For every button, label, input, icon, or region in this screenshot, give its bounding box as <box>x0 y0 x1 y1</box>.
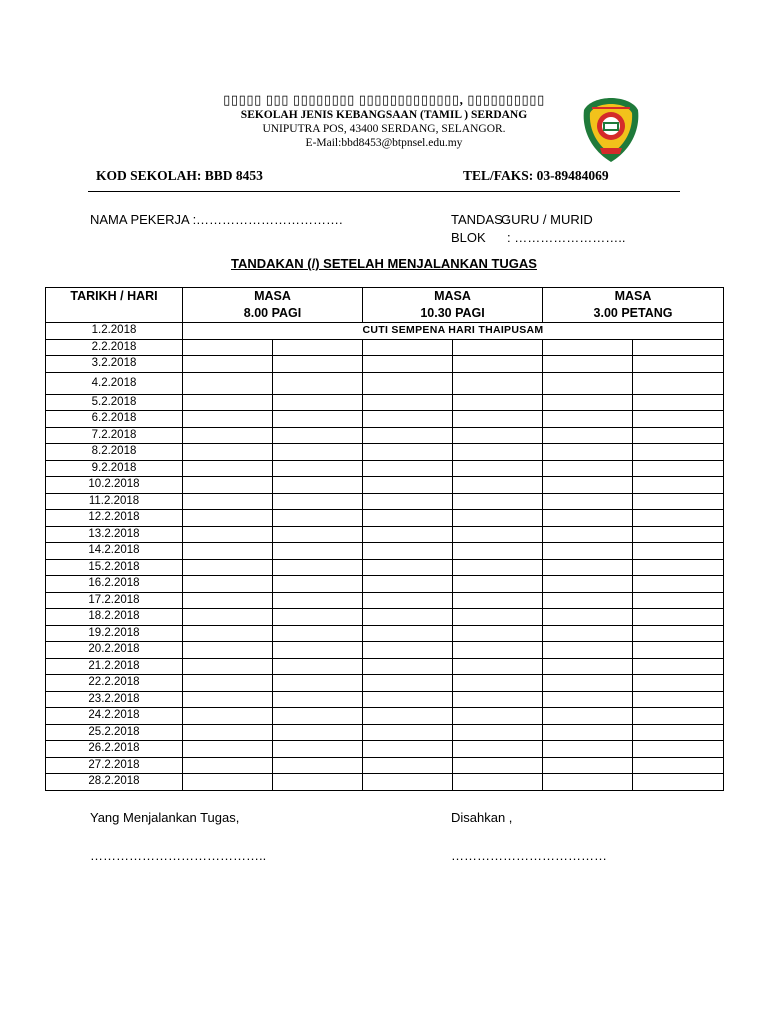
date-cell: 6.2.2018 <box>46 411 183 428</box>
check-cell[interactable] <box>183 741 273 758</box>
block-field[interactable]: : …………………….. <box>507 230 626 245</box>
check-cell[interactable] <box>273 444 363 461</box>
table-row <box>46 757 724 774</box>
session-time: 10.30 PAGI <box>420 306 485 320</box>
table-row <box>46 741 724 758</box>
check-cell[interactable] <box>183 477 273 494</box>
check-cell[interactable] <box>273 493 363 510</box>
session-label: MASA <box>614 289 652 303</box>
check-cell[interactable] <box>453 510 543 527</box>
session-label: MASA <box>434 289 471 303</box>
check-cell[interactable] <box>633 411 724 428</box>
session-label: MASA <box>254 289 291 303</box>
check-cell[interactable] <box>273 372 363 394</box>
check-cell[interactable] <box>453 757 543 774</box>
session-time: 3.00 PETANG <box>593 306 673 320</box>
header-divider <box>88 191 680 192</box>
school-address: UNIPUTRA POS, 43400 SERDANG, SELANGOR. <box>262 123 506 135</box>
table-row <box>46 460 724 477</box>
check-cell[interactable] <box>183 526 273 543</box>
date-cell: 4.2.2018 <box>46 372 183 394</box>
table-row <box>46 774 724 791</box>
check-cell[interactable] <box>633 493 724 510</box>
check-cell[interactable] <box>453 460 543 477</box>
check-cell[interactable] <box>273 658 363 675</box>
check-cell[interactable] <box>363 592 453 609</box>
check-cell[interactable] <box>633 543 724 560</box>
check-cell[interactable] <box>183 675 273 692</box>
check-cell[interactable] <box>543 774 633 791</box>
check-cell[interactable] <box>363 427 453 444</box>
date-cell: 3.2.2018 <box>46 356 183 373</box>
check-cell[interactable] <box>363 339 453 356</box>
check-cell[interactable] <box>273 592 363 609</box>
check-cell[interactable] <box>363 576 453 593</box>
table-row <box>46 642 724 659</box>
check-cell[interactable] <box>543 559 633 576</box>
check-cell[interactable] <box>273 625 363 642</box>
check-cell[interactable] <box>273 526 363 543</box>
check-cell[interactable] <box>183 592 273 609</box>
check-cell[interactable] <box>543 510 633 527</box>
table-row <box>46 411 724 428</box>
table-row <box>46 543 724 560</box>
date-cell: 27.2.2018 <box>46 757 183 774</box>
date-cell: 5.2.2018 <box>46 394 183 411</box>
check-cell[interactable] <box>633 592 724 609</box>
table-row <box>46 559 724 576</box>
check-cell[interactable] <box>543 658 633 675</box>
check-cell[interactable] <box>273 411 363 428</box>
block-label: BLOK <box>451 230 486 245</box>
table-row <box>46 625 724 642</box>
check-cell[interactable] <box>273 394 363 411</box>
check-cell[interactable] <box>363 724 453 741</box>
check-cell[interactable] <box>273 477 363 494</box>
check-cell[interactable] <box>453 691 543 708</box>
session-header-3 <box>543 288 724 323</box>
toilet-value: GURU / MURID <box>501 212 593 227</box>
table-row <box>46 592 724 609</box>
date-cell: 21.2.2018 <box>46 658 183 675</box>
school-name-tamil: ▯▯▯▯▯ ▯▯▯ ▯▯▯▯▯▯▯▯ ▯▯▯▯▯▯▯▯▯▯▯▯▯, ▯▯▯▯▯▯▯▯▯▯ <box>223 92 545 107</box>
check-cell[interactable] <box>183 460 273 477</box>
check-cell[interactable] <box>633 427 724 444</box>
check-cell[interactable] <box>183 609 273 626</box>
table-row <box>46 444 724 461</box>
check-cell[interactable] <box>453 356 543 373</box>
check-cell[interactable] <box>543 691 633 708</box>
check-cell[interactable] <box>633 444 724 461</box>
check-cell[interactable] <box>183 708 273 725</box>
check-cell[interactable] <box>543 757 633 774</box>
check-cell[interactable] <box>543 526 633 543</box>
table-row <box>46 356 724 373</box>
table-row <box>46 323 724 340</box>
date-column-header: TARIKH / HARI <box>46 288 183 323</box>
check-cell[interactable] <box>633 708 724 725</box>
verified-by-label: Disahkan , <box>451 810 513 825</box>
table-row <box>46 493 724 510</box>
worker-name-label: NAMA PEKERJA : <box>90 212 197 227</box>
date-cell: 12.2.2018 <box>46 510 183 527</box>
check-cell[interactable] <box>453 394 543 411</box>
date-cell: 20.2.2018 <box>46 642 183 659</box>
check-cell[interactable] <box>183 724 273 741</box>
table-row <box>46 339 724 356</box>
check-cell[interactable] <box>543 708 633 725</box>
check-cell[interactable] <box>453 372 543 394</box>
table-row <box>46 372 724 394</box>
check-cell[interactable] <box>633 394 724 411</box>
date-cell: 18.2.2018 <box>46 609 183 626</box>
table-row <box>46 394 724 411</box>
session-header-2 <box>363 288 543 323</box>
table-row <box>46 526 724 543</box>
check-cell[interactable] <box>363 394 453 411</box>
check-cell[interactable] <box>363 372 453 394</box>
check-cell[interactable] <box>453 741 543 758</box>
check-cell[interactable] <box>453 411 543 428</box>
check-cell[interactable] <box>633 675 724 692</box>
date-cell: 14.2.2018 <box>46 543 183 560</box>
check-cell[interactable] <box>363 356 453 373</box>
check-cell[interactable] <box>453 724 543 741</box>
check-cell[interactable] <box>543 592 633 609</box>
check-cell[interactable] <box>273 642 363 659</box>
check-cell[interactable] <box>453 625 543 642</box>
check-cell[interactable] <box>543 394 633 411</box>
session-header-1 <box>183 288 363 323</box>
check-cell[interactable] <box>453 477 543 494</box>
check-cell[interactable] <box>543 493 633 510</box>
check-cell[interactable] <box>183 394 273 411</box>
check-cell[interactable] <box>183 339 273 356</box>
check-cell[interactable] <box>273 510 363 527</box>
check-cell[interactable] <box>183 559 273 576</box>
check-cell[interactable] <box>633 460 724 477</box>
date-cell: 28.2.2018 <box>46 774 183 791</box>
check-cell[interactable] <box>183 510 273 527</box>
check-cell[interactable] <box>273 691 363 708</box>
check-cell[interactable] <box>363 741 453 758</box>
check-cell[interactable] <box>363 543 453 560</box>
check-cell[interactable] <box>633 526 724 543</box>
check-cell[interactable] <box>273 576 363 593</box>
check-cell[interactable] <box>543 625 633 642</box>
check-cell[interactable] <box>453 609 543 626</box>
check-cell[interactable] <box>183 356 273 373</box>
check-cell[interactable] <box>453 774 543 791</box>
date-cell: 13.2.2018 <box>46 526 183 543</box>
check-cell[interactable] <box>183 774 273 791</box>
check-cell[interactable] <box>453 444 543 461</box>
check-cell[interactable] <box>633 658 724 675</box>
check-cell[interactable] <box>363 460 453 477</box>
worker-name-field[interactable]: ……………………………. <box>196 212 343 227</box>
check-cell[interactable] <box>273 339 363 356</box>
check-cell[interactable] <box>183 411 273 428</box>
check-cell[interactable] <box>363 526 453 543</box>
check-cell[interactable] <box>273 724 363 741</box>
tel-fax: TEL/FAKS: 03-89484069 <box>463 168 609 183</box>
check-cell[interactable] <box>633 510 724 527</box>
check-cell[interactable] <box>633 339 724 356</box>
check-cell[interactable] <box>273 757 363 774</box>
check-cell[interactable] <box>183 576 273 593</box>
check-cell[interactable] <box>363 510 453 527</box>
check-cell[interactable] <box>363 757 453 774</box>
table-row <box>46 576 724 593</box>
check-cell[interactable] <box>543 444 633 461</box>
check-cell[interactable] <box>273 708 363 725</box>
check-cell[interactable] <box>543 576 633 593</box>
check-cell[interactable] <box>363 691 453 708</box>
check-cell[interactable] <box>363 477 453 494</box>
date-cell: 17.2.2018 <box>46 592 183 609</box>
check-cell[interactable] <box>633 625 724 642</box>
date-cell: 15.2.2018 <box>46 559 183 576</box>
check-cell[interactable] <box>273 741 363 758</box>
check-cell[interactable] <box>453 526 543 543</box>
check-cell[interactable] <box>633 609 724 626</box>
check-cell[interactable] <box>273 609 363 626</box>
check-cell[interactable] <box>543 339 633 356</box>
check-cell[interactable] <box>633 559 724 576</box>
check-cell[interactable] <box>543 460 633 477</box>
check-cell[interactable] <box>453 576 543 593</box>
check-cell[interactable] <box>633 774 724 791</box>
check-cell[interactable] <box>633 741 724 758</box>
table-row <box>46 510 724 527</box>
table-row <box>46 609 724 626</box>
date-cell: 2.2.2018 <box>46 339 183 356</box>
check-cell[interactable] <box>363 774 453 791</box>
check-cell[interactable] <box>453 708 543 725</box>
check-cell[interactable] <box>633 691 724 708</box>
date-cell: 11.2.2018 <box>46 493 183 510</box>
date-cell: 25.2.2018 <box>46 724 183 741</box>
verified-by-signature-line[interactable]: ……………………………… <box>451 848 607 863</box>
date-cell: 1.2.2018 <box>46 323 183 340</box>
check-cell[interactable] <box>453 427 543 444</box>
date-cell: 9.2.2018 <box>46 460 183 477</box>
table-row <box>46 675 724 692</box>
instruction-heading: TANDAKAN (/) SETELAH MENJALANKAN TUGAS <box>231 256 537 271</box>
check-cell[interactable] <box>453 559 543 576</box>
check-cell[interactable] <box>633 356 724 373</box>
check-cell[interactable] <box>363 625 453 642</box>
check-cell[interactable] <box>543 609 633 626</box>
check-cell[interactable] <box>363 675 453 692</box>
table-header-row <box>46 288 724 323</box>
check-cell[interactable] <box>183 543 273 560</box>
check-cell[interactable] <box>543 356 633 373</box>
check-cell[interactable] <box>183 757 273 774</box>
check-cell[interactable] <box>273 774 363 791</box>
check-cell[interactable] <box>183 658 273 675</box>
check-cell[interactable] <box>273 427 363 444</box>
duty-checklist-table <box>45 287 724 791</box>
check-cell[interactable] <box>183 493 273 510</box>
check-cell[interactable] <box>183 444 273 461</box>
check-cell[interactable] <box>183 427 273 444</box>
check-cell[interactable] <box>363 642 453 659</box>
check-cell[interactable] <box>633 576 724 593</box>
table-row <box>46 658 724 675</box>
date-cell: 10.2.2018 <box>46 477 183 494</box>
check-cell[interactable] <box>543 642 633 659</box>
date-cell: 26.2.2018 <box>46 741 183 758</box>
check-cell[interactable] <box>273 543 363 560</box>
holiday-note: CUTI SEMPENA HARI THAIPUSAM <box>183 323 724 340</box>
check-cell[interactable] <box>453 642 543 659</box>
check-cell[interactable] <box>453 675 543 692</box>
check-cell[interactable] <box>363 658 453 675</box>
check-cell[interactable] <box>363 609 453 626</box>
check-cell[interactable] <box>453 339 543 356</box>
check-cell[interactable] <box>363 708 453 725</box>
check-cell[interactable] <box>273 675 363 692</box>
check-cell[interactable] <box>363 493 453 510</box>
performed-by-signature-line[interactable]: ………………………………….. <box>90 848 267 863</box>
table-row <box>46 477 724 494</box>
school-code: KOD SEKOLAH: BBD 8453 <box>96 168 263 183</box>
date-cell: 24.2.2018 <box>46 708 183 725</box>
check-cell[interactable] <box>543 477 633 494</box>
check-cell[interactable] <box>453 658 543 675</box>
date-cell: 19.2.2018 <box>46 625 183 642</box>
performed-by-label: Yang Menjalankan Tugas, <box>90 810 240 825</box>
check-cell[interactable] <box>183 642 273 659</box>
toilet-label: TANDAS : <box>451 212 510 227</box>
check-cell[interactable] <box>273 460 363 477</box>
check-cell[interactable] <box>453 592 543 609</box>
check-cell[interactable] <box>543 741 633 758</box>
check-cell[interactable] <box>633 372 724 394</box>
check-cell[interactable] <box>453 543 543 560</box>
school-crest-logo <box>582 96 640 164</box>
check-cell[interactable] <box>543 427 633 444</box>
date-cell: 23.2.2018 <box>46 691 183 708</box>
table-row <box>46 691 724 708</box>
date-cell: 16.2.2018 <box>46 576 183 593</box>
check-cell[interactable] <box>633 724 724 741</box>
check-cell[interactable] <box>543 724 633 741</box>
check-cell[interactable] <box>363 411 453 428</box>
check-cell[interactable] <box>183 625 273 642</box>
check-cell[interactable] <box>183 372 273 394</box>
check-cell[interactable] <box>633 642 724 659</box>
check-cell[interactable] <box>363 444 453 461</box>
school-name: SEKOLAH JENIS KEBANGSAAN (TAMIL ) SERDANG <box>240 109 528 121</box>
check-cell[interactable] <box>273 356 363 373</box>
date-cell: 7.2.2018 <box>46 427 183 444</box>
check-cell[interactable] <box>453 493 543 510</box>
table-row <box>46 427 724 444</box>
check-cell[interactable] <box>543 543 633 560</box>
check-cell[interactable] <box>633 477 724 494</box>
school-email: E-Mail:bbd8453@btpnsel.edu.my <box>305 137 463 149</box>
check-cell[interactable] <box>363 559 453 576</box>
session-time: 8.00 PAGI <box>243 306 302 320</box>
check-cell[interactable] <box>273 559 363 576</box>
check-cell[interactable] <box>183 691 273 708</box>
check-cell[interactable] <box>543 411 633 428</box>
date-cell: 22.2.2018 <box>46 675 183 692</box>
date-cell: 8.2.2018 <box>46 444 183 461</box>
table-row <box>46 708 724 725</box>
check-cell[interactable] <box>633 757 724 774</box>
table-row <box>46 724 724 741</box>
check-cell[interactable] <box>543 372 633 394</box>
check-cell[interactable] <box>543 675 633 692</box>
